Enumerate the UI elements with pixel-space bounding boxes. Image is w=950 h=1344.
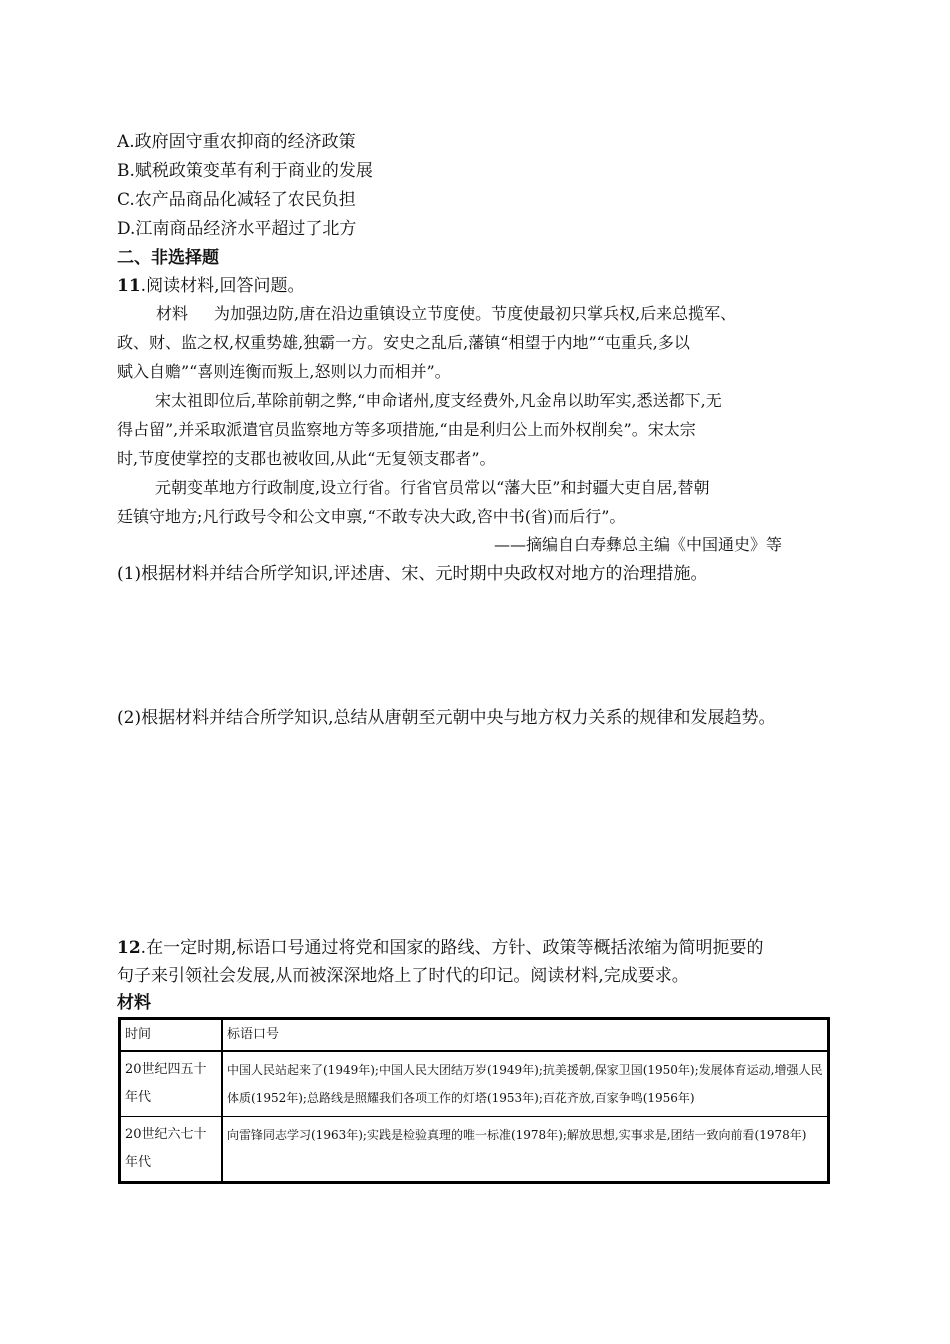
option-a: A.政府固守重农抑商的经济政策 bbox=[117, 132, 356, 152]
q12-stem-line2: 句子来引领社会发展,从而被深深地烙上了时代的印记。阅读材料,完成要求。 bbox=[117, 966, 689, 986]
q11-sub1: (1)根据材料并结合所学知识,评述唐、宋、元时期中央政权对地方的治理措施。 bbox=[117, 564, 708, 584]
q12-material-label: 材料 bbox=[117, 993, 151, 1013]
table-cell-slogans: 向雷锋同志学习(1963年);实践是检验真理的唯一标准(1978年);解放思想,实事求是,团结一致向前看(1978年) bbox=[222, 1117, 829, 1183]
q11-para3-line2: 廷镇守地方;凡行政号令和公文申禀,“不敢专决大政,咨中书(省)而后行”。 bbox=[117, 507, 626, 526]
q11-para2-line2: 得占留”,并采取派遣官员监察地方等多项措施,“由是利归公上而外权削矣”。宋太宗 bbox=[117, 420, 696, 439]
option-d: D.江南商品经济水平超过了北方 bbox=[117, 219, 357, 239]
q11-stem bbox=[117, 275, 304, 297]
q12-stem-text1: .在一定时期,标语口号通过将党和国家的路线、方针、政策等概括浓缩为简明扼要的 bbox=[140, 938, 764, 958]
q12-number: 12 bbox=[117, 938, 141, 958]
option-b: B.赋税政策变革有利于商业的发展 bbox=[117, 161, 373, 181]
table-cell-time: 20世纪六七十年代 bbox=[120, 1117, 223, 1183]
q11-para1-line2: 政、财、监之权,权重势雄,独霸一方。安史之乱后,藩镇“相望于内地”“屯重兵,多以 bbox=[117, 333, 690, 352]
q11-para3-line1: 元朝变革地方行政制度,设立行省。行省官员常以“藩大臣”和封疆大吏自居,替朝 bbox=[155, 478, 710, 497]
table-row bbox=[120, 1051, 829, 1117]
table-header-row bbox=[120, 1019, 829, 1052]
q11-para1-line3: 赋入自赡”“喜则连衡而叛上,怒则以力而相并”。 bbox=[117, 362, 451, 381]
table-cell-time: 20世纪四五十年代 bbox=[120, 1051, 223, 1117]
table-cell-slogans: 中国人民站起来了(1949年);中国人民大团结万岁(1949年);抗美援朝,保家卫国(1950年);发展体育运动,增强人民体质(1952年);总路线是照耀我们各项工作的灯塔(1953年);百花齐放,百家争鸣(1956年) bbox=[222, 1051, 829, 1117]
table-header-time: 时间 bbox=[120, 1019, 223, 1052]
slogan-table bbox=[118, 1017, 830, 1184]
q11-stem-text: .阅读材料,回答问题。 bbox=[140, 276, 305, 296]
table-header-slogan: 标语口号 bbox=[222, 1019, 829, 1052]
q11-number: 11 bbox=[117, 276, 141, 296]
q11-source: ——摘编自白寿彝总主编《中国通史》等 bbox=[494, 535, 783, 554]
option-c: C.农产品商品化减轻了农民负担 bbox=[117, 190, 356, 210]
q11-para2-line3: 时,节度使掌控的支郡也被收回,从此“无复领支郡者”。 bbox=[117, 449, 496, 468]
section-title: 二、非选择题 bbox=[117, 248, 219, 268]
q11-para1-line1: 为加强边防,唐在沿边重镇设立节度使。节度使最初只掌兵权,后来总揽军、 bbox=[214, 304, 737, 323]
q11-para2-line1: 宋太祖即位后,革除前朝之弊,“申命诸州,度支经费外,凡金帛以助军实,悉送都下,无 bbox=[155, 391, 722, 410]
q11-material-label: 材料 bbox=[156, 304, 189, 323]
q11-sub2: (2)根据材料并结合所学知识,总结从唐朝至元朝中央与地方权力关系的规律和发展趋势。 bbox=[117, 708, 776, 728]
table-row bbox=[120, 1117, 829, 1183]
q12-stem-line1 bbox=[117, 937, 763, 959]
